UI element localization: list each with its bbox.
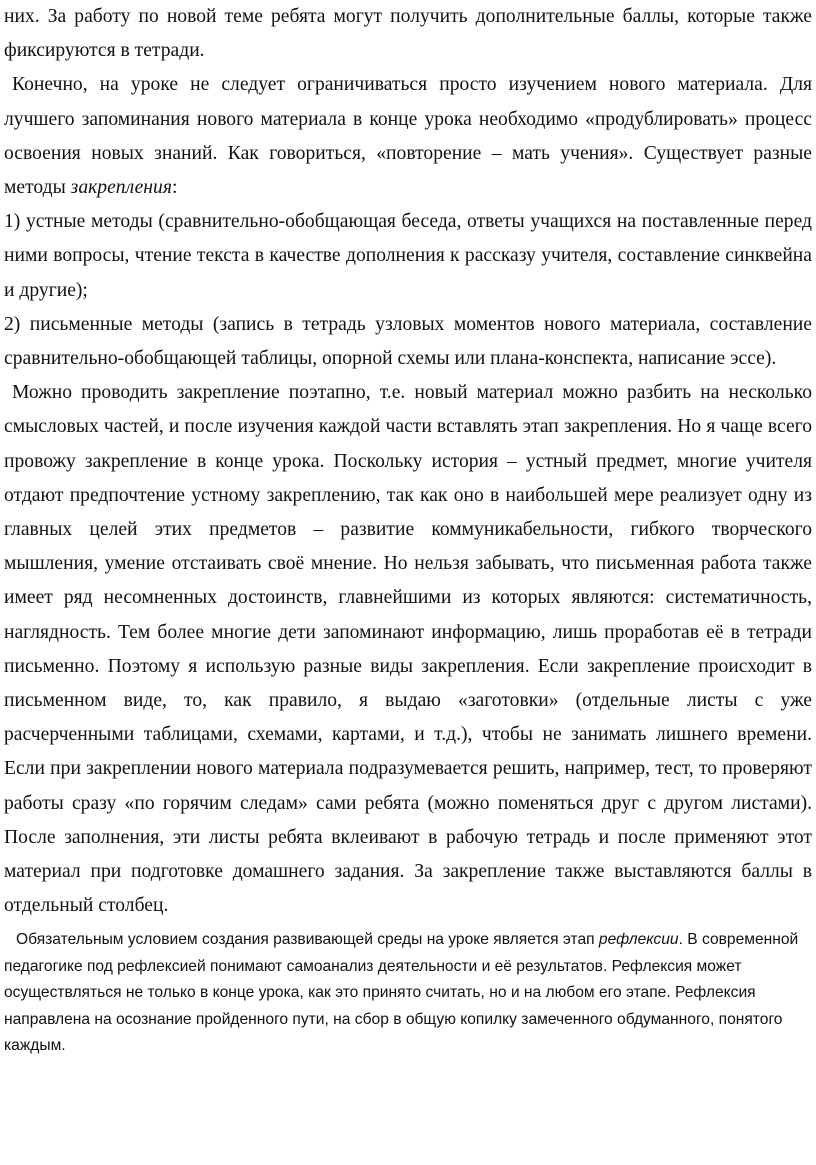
paragraph-1: них. За работу по новой теме ребята могут получить дополнительные баллы, которые также фиксируются в тетради.	[4, 6, 812, 62]
paragraph-3: Можно проводить закрепление поэтапно, т.е. новый материал можно разбить на несколько смысловых частей, и после изучения каждой части вставлять этап закрепления. Но я чаще всего провожу закрепление в конце урока. Поскольку история – устный предмет, многие учителя отдают предпочтение устному закреплению, так как оно в наибольшей мере реализует одну из главных целей этих предметов – развитие коммуникабельности, гибкого творческого мышления, умение отстаивать своё мнение. Но нельзя забывать, что письменная работа также имеет ряд несомненных достоинств, главнейшими из которых являются: систематичность, наглядность. Тем более многие дети запоминают информацию, лишь проработав её в тетради письменно. Поэтому я использую разные виды закрепления. Если закрепление происходит в письменном виде, то, как правило, я выдаю «заготовки» (отдельные листы с уже расчерченными таблицами, схемами, картами, и т.д.), чтобы не занимать лишнего времени. Если при закреплении нового материала подразумевается решить, например, тест, то проверяют работы сразу «по горячим следам» сами ребята (можно поменяться друг с другом листами). После заполнения, эти листы ребята вклеивают в рабочую тетрадь и после применяют этот материал при подготовке домашнего задания. За закрепление также выставляются баллы в отдельный столбец.	[4, 382, 812, 917]
paragraph-2	[4, 68, 812, 205]
list-item-1: 1) устные методы (сравнительно-обобщающая беседа, ответы учащихся на поставленные перед ними вопросы, чтение текста в качестве дополнения к рассказу учителя, составление синквейна и другие);	[4, 211, 812, 301]
reflection-block	[0, 927, 816, 1059]
paragraph-4-tail: . В современной педагогике под рефлексией понимают самоанализ деятельности и её результатов. Рефлексия может осуществляться не только в конце урока, как это принято считать, но и на любом его этапе. Рефлексия направлена на осознание пройденного пути, на сбор в общую копилку замеченного обдуманного, понятого каждым.	[4, 931, 799, 1055]
paragraph-2-emphasis: закрепления	[70, 177, 172, 199]
paragraph-4-text: Обязательным условием создания развивающей среды на уроке является этап	[16, 931, 599, 949]
paragraph-4-emphasis: рефлексии	[598, 931, 679, 949]
list-item-2: 2) письменные методы (запись в тетрадь узловых моментов нового материала, составление сравнительно-обобщающей таблицы, опорной схемы или плана-конспекта, написание эссе).	[4, 313, 812, 370]
paragraph-4	[4, 927, 812, 1059]
paragraph-2-text: Конечно, на уроке не следует ограничиваться просто изучением нового материала. Для лучшего запоминания нового материала в конце урока необходимо «продублировать» процесс освоения новых знаний. Как говориться, «повторение – мать учения». Существует разные методы	[4, 74, 812, 199]
paragraph-2-tail: :	[171, 177, 178, 199]
